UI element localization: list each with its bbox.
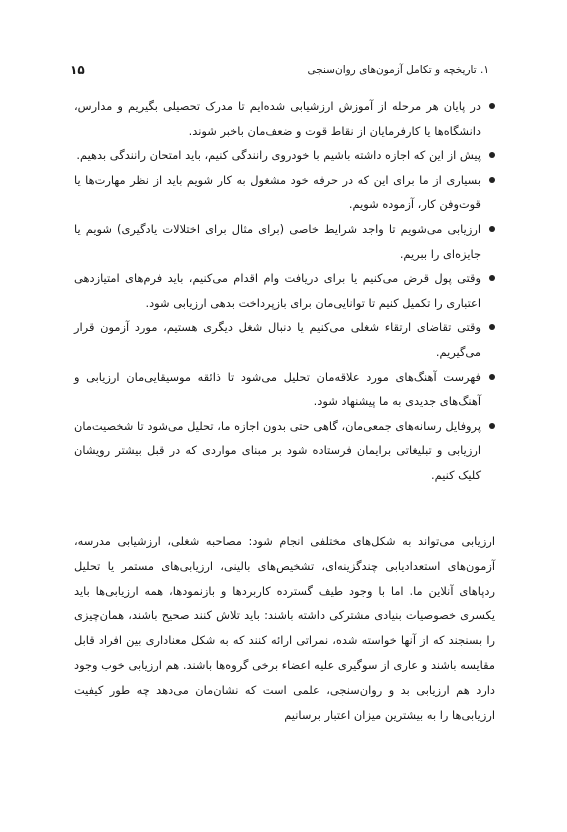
list-item — [74, 414, 495, 488]
list-item — [74, 143, 495, 168]
list-item-text: ارزیابی می‌شویم تا واجد شرایط خاصی (برای مثال برای اختلالات یادگیری) شویم یا جایزه‌ای را ببریم. — [74, 221, 481, 261]
list-item-text: وقتی پول قرض می‌کنیم یا برای دریافت وام اقدام می‌کنیم، باید فرم‌های امتیازدهی اعتباری را تکمیل کنیم تا توانایی‌مان برای بازپرداخت بدهی ارزیابی شود. — [74, 271, 481, 310]
list-item-text: پیش از این که اجازه داشته باشیم با خودروی رانندگی کنیم، باید امتحان رانندگی بدهیم. — [76, 148, 481, 163]
list-item-text: فهرست آهنگ‌های مورد علاقه‌مان تحلیل می‌شود تا ذائقه موسیقایی‌مان ارزیابی و آهنگ‌های جدیدی به ما پیشنهاد شود. — [74, 369, 481, 409]
bullet-icon — [489, 152, 495, 158]
running-header — [70, 60, 489, 80]
body-paragraph: ارزیابی می‌تواند به شکل‌های مختلفی انجام شود: مصاحبه شغلی، ارزشیابی مدرسه، آزمون‌های استعدادیابی چندگزینه‌ای، تشخیص‌های بالینی، ارزیابی‌های مستمر یا تحلیل ردپاهای آنلاین ما. اما با وجود طیف گسترده کاربردها و بازنمودها، همه ارزیابی‌ها باید یکسری خصوصیات بنیادی مشترکی داشته باشند: باید تلاش کنند صحیح باشند، همان‌چیزی را بسنجند که از آنها خواسته شده، نمراتی ارائه کنند که به شکل معناداری بین افراد قابل مقایسه باشند و عاری از سوگیری علیه اعضاء برخی گروه‌ها باشند. هم ارزیابی خوب وجود دارد هم ارزیابی بد و روان‌سنجی، علمی است که نشان‌مان می‌دهد چه طور کیفیت ارزیابی‌ها را به بیشترین میزان اعتبار برسانیم — [74, 534, 495, 722]
bullet-icon — [489, 374, 495, 380]
list-item — [74, 315, 495, 364]
bullet-icon — [489, 177, 495, 183]
bullet-icon — [489, 103, 495, 109]
list-item-text: بسیاری از ما برای این که در حرفه خود مشغول به کار شویم باید از نظر مهارت‌ها یا قوت‌وفن کار، آزموده شویم. — [74, 172, 481, 212]
bullet-icon — [489, 423, 495, 429]
bullet-list — [74, 94, 495, 488]
list-item — [74, 365, 495, 414]
list-item — [74, 168, 495, 217]
chapter-title: ۱. تاریخچه و تکامل آزمون‌های روان‌سنجی — [307, 64, 489, 76]
page-number: ۱۵ — [70, 63, 85, 77]
list-item — [74, 217, 495, 266]
list-item-text: در پایان هر مرحله از آموزش ارزشیابی شده‌ایم تا مدرک تحصیلی بگیریم و مدارس، دانشگاه‌ها یا کارفرمایان از نقاط قوت و ضعف‌مان باخبر شوند. — [74, 99, 481, 138]
list-item-text: پروفایل رسانه‌های جمعی‌مان، گاهی حتی بدون اجازه ما، تحلیل می‌شود تا شخصیت‌مان ارزیابی و تبلیغاتی برایمان فرستاده شود بر مبنای مواردی که در قبل بیشتر رویشان کلیک کنیم. — [74, 418, 481, 482]
bullet-icon — [489, 275, 495, 281]
list-item — [74, 266, 495, 315]
list-item — [74, 94, 495, 143]
list-item-text: وقتی تقاضای ارتقاء شغلی می‌کنیم یا دنبال شغل دیگری هستیم، مورد آزمون قرار می‌گیریم. — [74, 320, 481, 359]
bullet-icon — [489, 324, 495, 330]
bullet-icon — [489, 226, 495, 232]
